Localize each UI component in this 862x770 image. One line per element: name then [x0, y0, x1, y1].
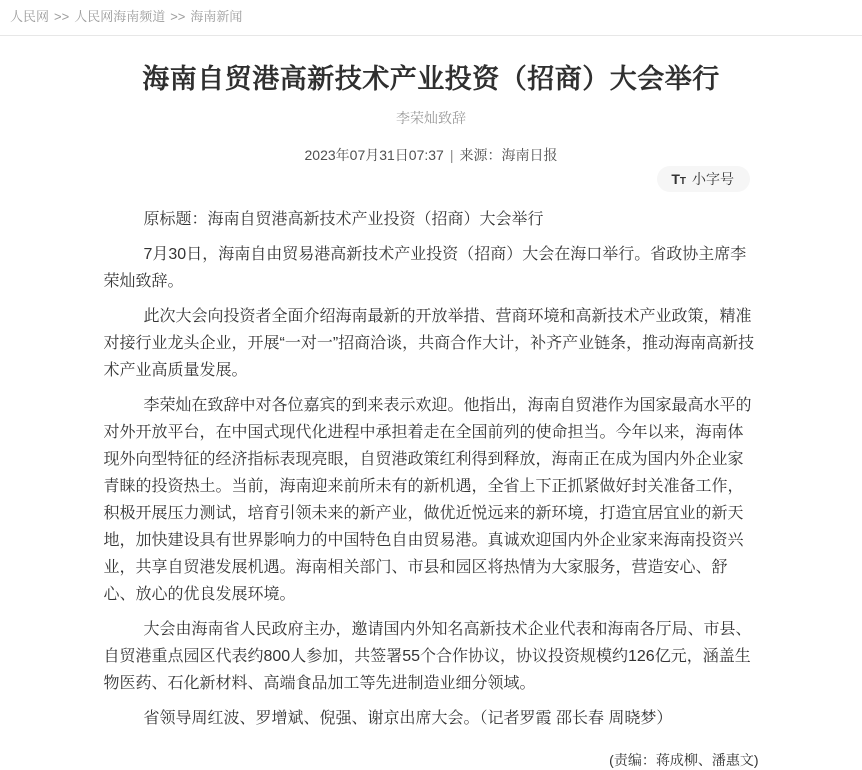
- publish-date: 2023年07月31日07:37: [304, 147, 444, 163]
- breadcrumb: [0, 0, 862, 36]
- source-link[interactable]: 海南日报: [501, 147, 558, 163]
- font-size-label: 小字号: [692, 171, 734, 187]
- meta-separator: |: [449, 147, 454, 163]
- article-toolbar: [0, 166, 862, 192]
- article-paragraph: 大会由海南省人民政府主办，邀请国内外知名高新技术企业代表和海南各厅局、市县、自贸港重点园区代表约800人参加，共签署55个合作协议，协议投资规模约126亿元，涵盖生物医药、石化新材料、高端食品加工等先进制造业细分领域。: [103, 621, 752, 692]
- breadcrumb-separator: >>: [170, 9, 186, 24]
- article-subtitle: 李荣灿致辞: [396, 110, 466, 126]
- article-paragraph: 省领导周红波、罗增斌、倪强、谢京出席大会。（记者罗霞 邵长春 周晓梦）: [143, 710, 673, 727]
- font-size-button[interactable]: [657, 166, 750, 192]
- article-meta: [0, 145, 862, 165]
- article-paragraph: 7月30日，海南自由贸易港高新技术产业投资（招商）大会在海口举行。省政协主席李荣灿致辞。: [103, 246, 747, 290]
- article-paragraph: 此次大会向投资者全面介绍海南最新的开放举措、营商环境和高新技术产业政策，精准对接行业龙头企业，开展“一对一”招商洽谈，共商合作大计，补齐产业链条，推动海南高新技术产业高质量发展。: [103, 308, 755, 379]
- editors-credit: (责编：蒋成柳、潘惠文): [609, 752, 759, 768]
- article-header: [0, 62, 862, 165]
- article-body: [104, 206, 759, 732]
- font-size-icon: TT: [671, 171, 686, 187]
- breadcrumb-link-peoples-daily[interactable]: 人民网: [10, 9, 50, 24]
- source-label: 来源：: [459, 147, 502, 163]
- page-title: 海南自贸港高新技术产业投资（招商）大会举行: [142, 64, 720, 94]
- breadcrumb-link-hainan-news[interactable]: 海南新闻: [190, 9, 243, 24]
- article-paragraph: 李荣灿在致辞中对各位嘉宾的到来表示欢迎。他指出，海南自贸港作为国家最高水平的对外开放平台，在中国式现代化进程中承担着走在全国前列的使命担当。今年以来，海南体现外向型特征的经济指标表现亮眼，自贸港政策红利得到释放，海南正在成为国内外企业家青睐的投资热土。当前，海南迎来前所未有的新机遇，全省上下正抓紧做好封关准备工作，积极开展压力测试，培育引领未来的新产业，做优近悦远来的新环境，打造宜居宜业的新天地，加快建设具有世界影响力的中国特色自由贸易港。真诚欢迎国内外企业家来海南投资兴业，共享自贸港发展机遇。海南相关部门、市县和园区将热情为大家服务，营造安心、舒心、放心的优良发展环境。: [103, 397, 752, 603]
- original-title-line: 原标题：海南自贸港高新技术产业投资（招商）大会举行: [143, 211, 544, 228]
- breadcrumb-link-hainan-channel[interactable]: 人民网海南频道: [74, 9, 166, 24]
- breadcrumb-separator: >>: [54, 9, 70, 24]
